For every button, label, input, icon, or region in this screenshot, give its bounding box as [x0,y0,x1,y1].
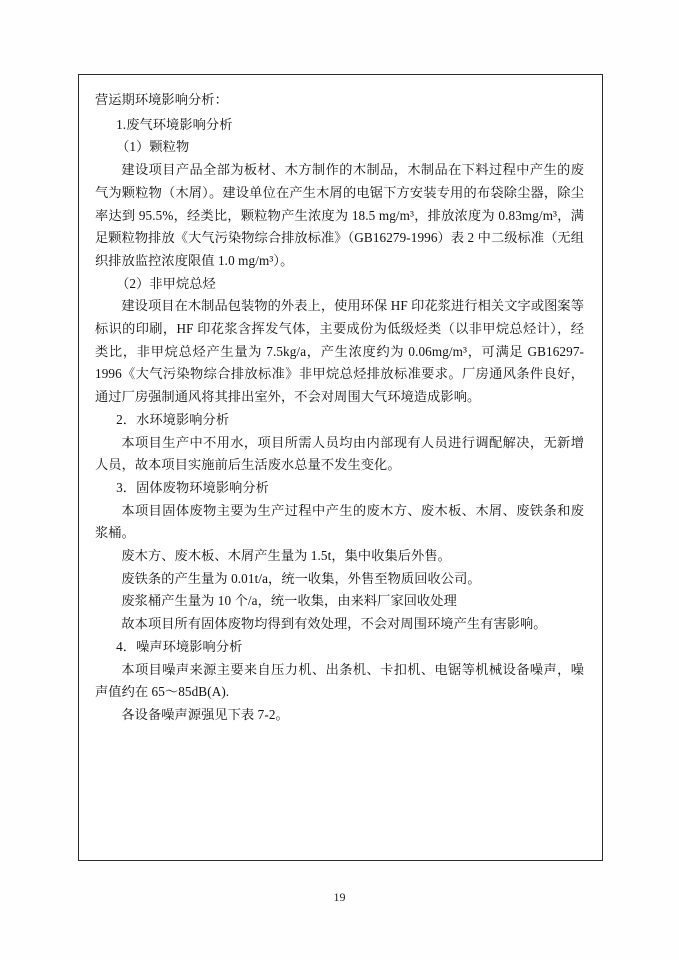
paragraph-paste-barrel: 废浆桶产生量为 10 个/a，统一收集，由来料厂家回收处理 [121,593,457,609]
paragraph-solid-waste-conclusion: 故本项目所有固体废物均得到有效处理，不会对周围环境产生有害影响。 [121,616,547,632]
subsection-heading-waste-gas: 1.废气环境影响分析 [116,116,233,132]
item-heading-particulate: （1）颗粒物 [116,139,190,155]
subsection-heading-water: 2．水环境影响分析 [116,411,230,427]
item-heading-nmhc: （2）非甲烷总烃 [116,275,216,291]
paragraph-particulate: 建设项目产品全部为板材、木方制作的木制品，木制品在下料过程中产生的废气为颗粒物（木屑）。建设单位在产生木屑的电锯下方安装专用的布袋除尘器，除尘率达到 95.5%，经类比，颗粒物产生浓度为 18.5 mg/m³，排放浓度为 0.83mg/m³，满足颗粒物排放《大气污染物综合排放标准》（GB16279-1996）表 2 中二级标准（无组织排放监控浓度限值 1.0 mg/m³）。 [95,162,584,268]
paragraph-iron-waste: 废铁条的产生量为 0.01t/a，统一收集，外售至物质回收公司。 [121,570,481,586]
content-frame [78,74,603,861]
subsection-heading-noise: 4．噪声环境影响分析 [116,638,243,654]
document-body [79,75,602,737]
section-title: 营运期环境影响分析： [95,92,228,107]
paragraph-water: 本项目生产中不用水，项目所需人员均由内部现有人员进行调配解决，无新增人员，故本项目实施前后生活废水总量不发生变化。 [95,434,584,473]
paragraph-noise-sources: 本项目噪声来源主要来自压力机、出条机、卡扣机、电锯等机械设备噪声，噪声值约在 65～85dB(A). [95,661,584,700]
subsection-heading-solid-waste: 3．固体废物环境影响分析 [116,479,269,495]
page-number: 19 [333,890,346,904]
paragraph-solid-waste-overview: 本项目固体废物主要为生产过程中产生的废木方、废木板、木屑、废铁条和废浆桶。 [95,502,584,541]
paragraph-nmhc: 建设项目在木制品包装物的外表上，使用环保 HF 印花浆进行相关文字或图案等标识的印刷，HF 印花浆含挥发气体，主要成份为低级烃类（以非甲烷总烃计），经类比，非甲烷总烃产生量为 7.5kg/a，产生浓度约为 0.06mg/m³，可满足 GB16297-1996《大气污染物综合排放标准》非甲烷总烃排放标准要求。厂房通风条件良好，通过厂房强制通风将其排出室外，不会对周围大气环境造成影响。 [95,298,584,405]
paragraph-noise-table-ref: 各设备噪声源强见下表 7-2。 [121,706,289,722]
paragraph-wood-waste: 废木方、废木板、木屑产生量为 1.5t，集中收集后外售。 [121,548,451,564]
